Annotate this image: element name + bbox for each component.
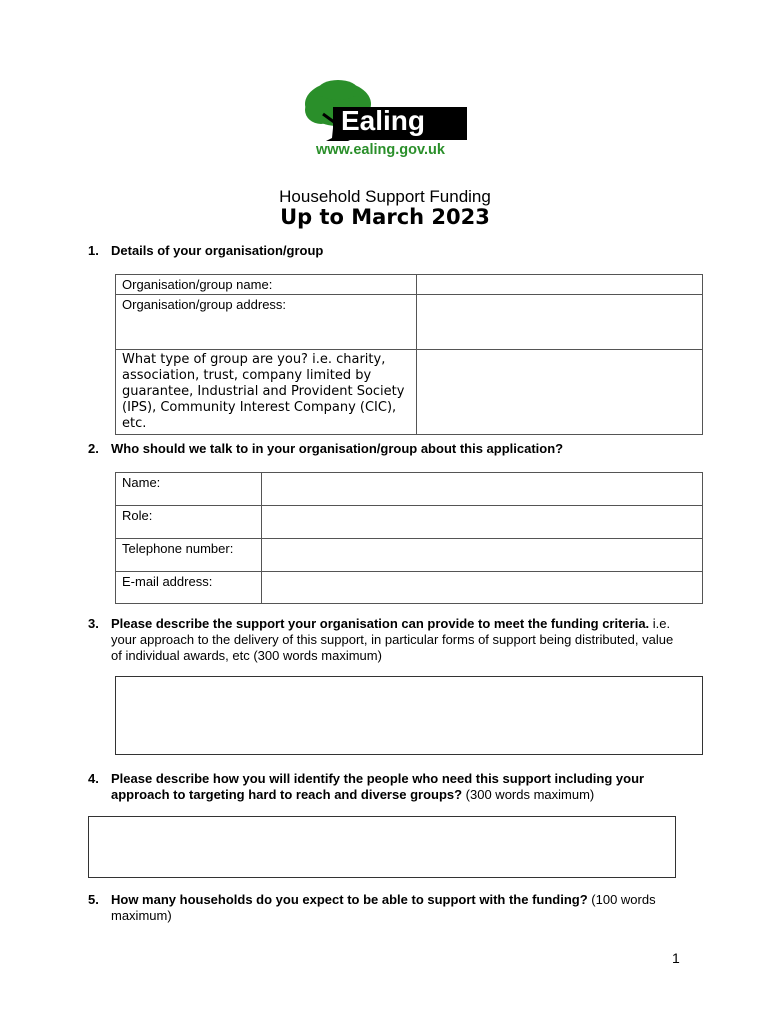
section-3-heading xyxy=(88,616,678,666)
contact-phone-field[interactable] xyxy=(262,539,703,572)
ealing-logo xyxy=(303,80,468,162)
organisation-details-table xyxy=(115,274,703,435)
logo-name: Ealing xyxy=(341,105,426,136)
contact-role-label: Role: xyxy=(116,506,262,539)
contact-name-label: Name: xyxy=(116,473,262,506)
section-number: 5. xyxy=(88,892,99,907)
section-title: Who should we talk to in your organisation/group about this application? xyxy=(111,441,564,456)
question-note: (100 words maximum) xyxy=(111,892,656,923)
logo-url[interactable]: www.ealing.gov.uk xyxy=(316,142,445,158)
contact-phone-label: Telephone number: xyxy=(116,539,262,572)
question-note: i.e. your approach to the delivery of this support, in particular forms of support being distributed, value of individual awards, etc (300 words maximum) xyxy=(111,616,674,663)
org-name-label: Organisation/group name: xyxy=(116,275,417,295)
org-address-label: Organisation/group address: xyxy=(116,295,417,350)
question-text: Please describe the support your organisation can provide to meet the funding criteria. xyxy=(111,616,650,631)
section-4-heading xyxy=(88,771,698,805)
subtitle: Household Support Funding xyxy=(279,187,491,206)
section-number: 4. xyxy=(88,771,99,786)
org-address-field[interactable] xyxy=(417,295,703,350)
question-text: Please describe how you will identify the people who need this support including your approach to targeting hard to reach and diverse groups? xyxy=(111,771,645,802)
page-title: Up to March 2023 xyxy=(280,205,490,229)
section-1-heading xyxy=(88,243,728,263)
page-number: 1 xyxy=(672,950,680,966)
section-2-heading xyxy=(88,441,728,461)
section-number: 3. xyxy=(88,616,99,631)
section-number: 2. xyxy=(88,441,99,456)
org-type-label: What type of group are you? i.e. charity, association, trust, company limited by guarantee, Industrial and Provident Society (IPS), Community Interest Company (CIC), etc. xyxy=(116,350,417,435)
org-type-field[interactable] xyxy=(417,350,703,435)
contact-email-label: E-mail address: xyxy=(116,572,262,604)
question-text: How many households do you expect to be able to support with the funding? xyxy=(111,892,588,907)
contact-email-field[interactable] xyxy=(262,572,703,604)
contact-name-field[interactable] xyxy=(262,473,703,506)
contact-role-field[interactable] xyxy=(262,506,703,539)
section-5-heading xyxy=(88,892,688,926)
section-title: Details of your organisation/group xyxy=(111,243,324,258)
section-number: 1. xyxy=(88,243,99,258)
targeting-approach-field[interactable] xyxy=(88,816,676,878)
question-note: (300 words maximum) xyxy=(462,787,595,802)
org-name-field[interactable] xyxy=(417,275,703,295)
contact-table xyxy=(115,472,703,604)
support-description-field[interactable] xyxy=(115,676,703,755)
